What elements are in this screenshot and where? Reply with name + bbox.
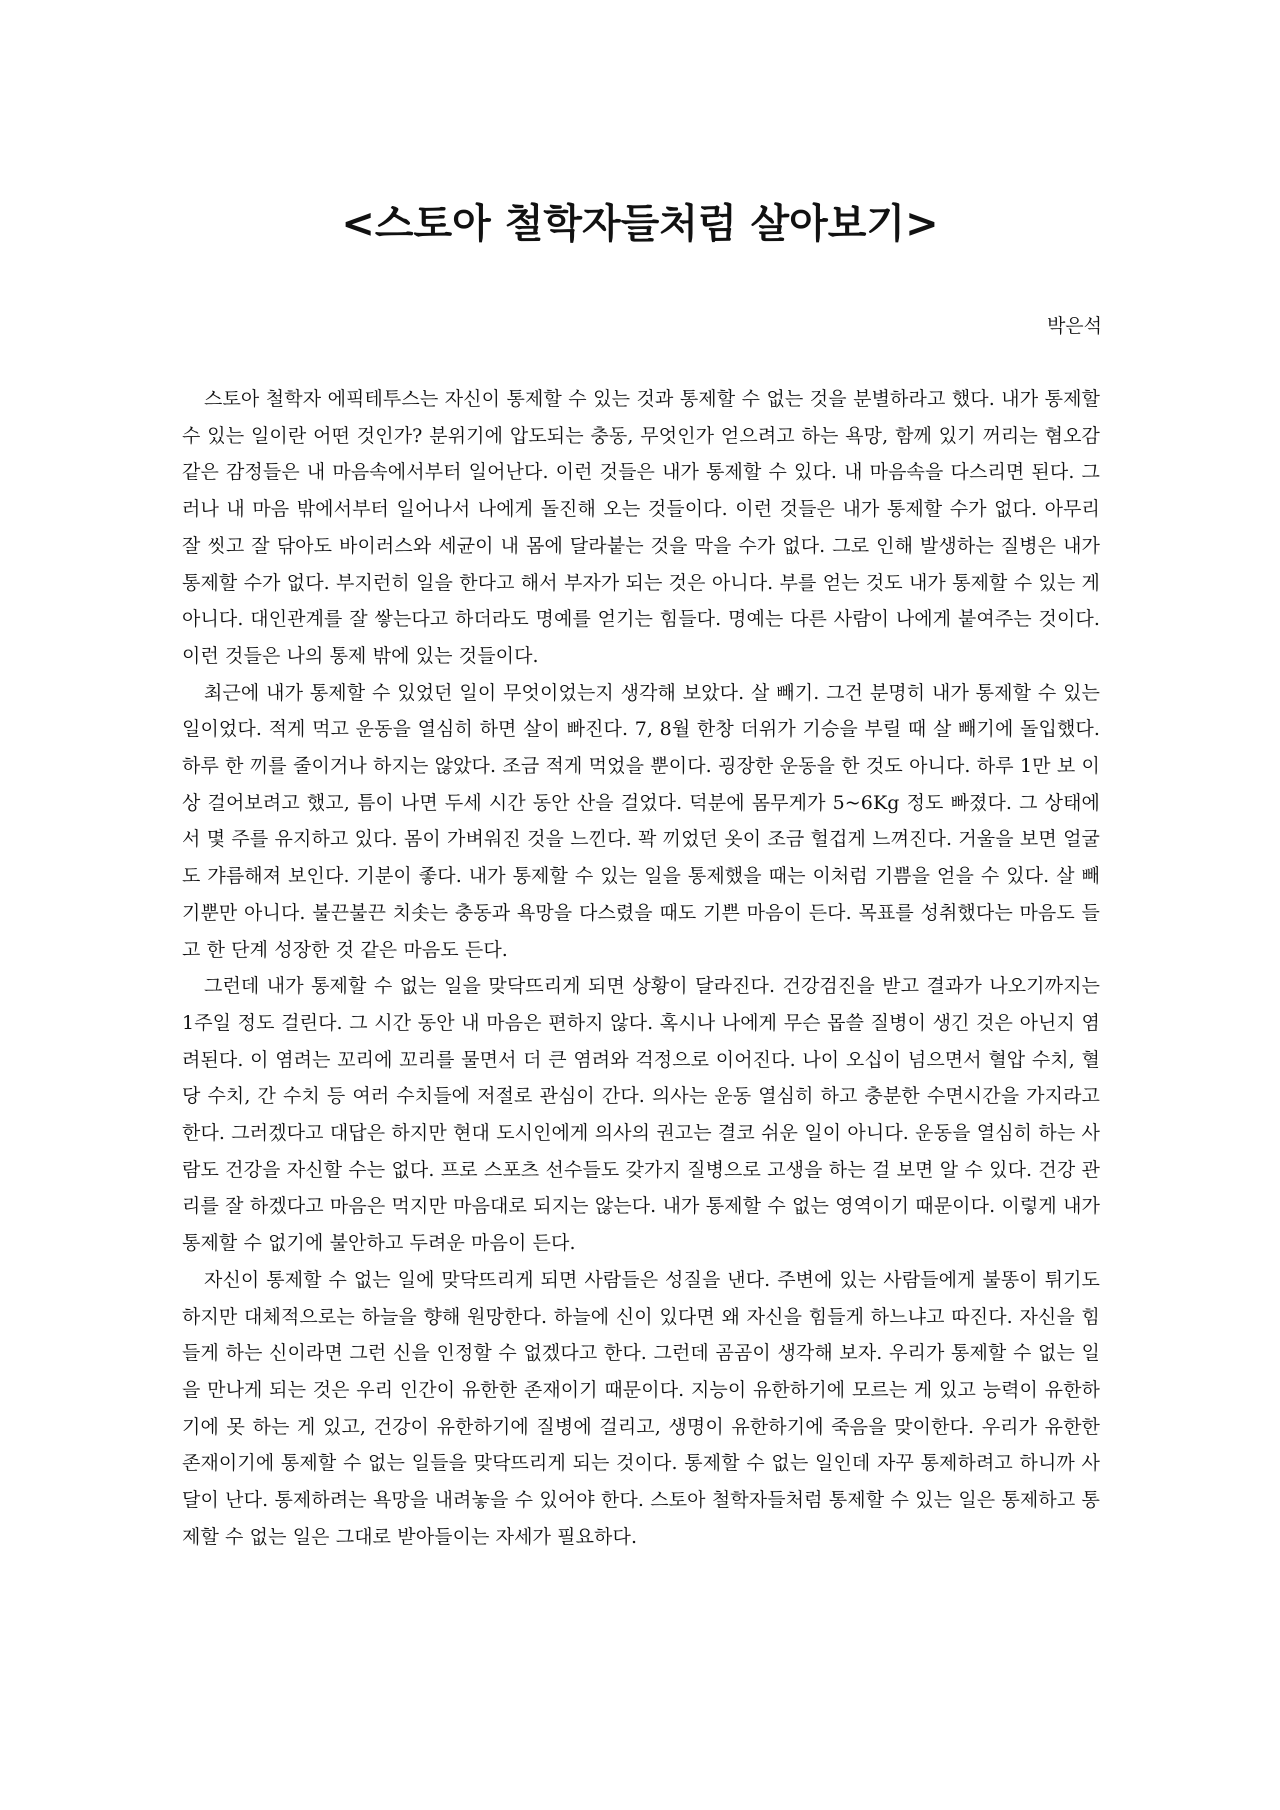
document-body — [182, 381, 1100, 1556]
author-name: 박은석 — [1046, 315, 1102, 337]
paragraph-2: 최근에 내가 통제할 수 있었던 일이 무엇이었는지 생각해 보았다. 살 빼기. 그건 분명히 내가 통제할 수 있는 일이었다. 적게 먹고 운동을 열심히 하면 살이 빠진다. 7, 8월 한창 더위가 기승을 부릴 때 살 빼기에 돌입했다. 하루 한 끼를 줄이거나 하지는 않았다. 조금 적게 먹었을 뿐이다. 굉장한 운동을 한 것도 아니다. 하루 1만 보 이상 걸어보려고 했고, 틈이 나면 두세 시간 동안 산을 걸었다. 덕분에 몸무게가 5~6Kg 정도 빠졌다. 그 상태에서 몇 주를 유지하고 있다. 몸이 가벼워진 것을 느낀다. 꽉 끼었던 옷이 조금 헐겁게 느껴진다. 거울을 보면 얼굴도 갸름해져 보인다. 기분이 좋다. 내가 통제할 수 있는 일을 통제했을 때는 이처럼 기쁨을 얻을 수 있다. 살 빼기뿐만 아니다. 불끈불끈 치솟는 충동과 욕망을 다스렸을 때도 기쁜 마음이 든다. 목표를 성취했다는 마음도 들고 한 단계 성장한 것 같은 마음도 든다. — [182, 681, 1100, 961]
paragraph-1: 스토아 철학자 에픽테투스는 자신이 통제할 수 있는 것과 통제할 수 없는 것을 분별하라고 했다. 내가 통제할 수 있는 일이란 어떤 것인가? 분위기에 압도되는 충동, 무엇인가 얻으려고 하는 욕망, 함께 있기 꺼리는 혐오감 같은 감정들은 내 마음속에서부터 일어난다. 이런 것들은 내가 통제할 수 있다. 내 마음속을 다스리면 된다. 그러나 내 마음 밖에서부터 일어나서 나에게 돌진해 오는 것들이다. 이런 것들은 내가 통제할 수가 없다. 아무리 잘 씻고 잘 닦아도 바이러스와 세균이 내 몸에 달라붙는 것을 막을 수가 없다. 그로 인해 발생하는 질병은 내가 통제할 수가 없다. 부지런히 일을 한다고 해서 부자가 되는 것은 아니다. 부를 얻는 것도 내가 통제할 수 있는 게 아니다. 대인관계를 잘 쌓는다고 하더라도 명예를 얻기는 힘들다. 명예는 다른 사람이 나에게 붙여주는 것이다. 이런 것들은 나의 통제 밖에 있는 것들이다. — [182, 388, 1100, 667]
paragraph-4: 자신이 통제할 수 없는 일에 맞닥뜨리게 되면 사람들은 성질을 낸다. 주변에 있는 사람들에게 불똥이 튀기도 하지만 대체적으로는 하늘을 향해 원망한다. 하늘에 신이 있다면 왜 자신을 힘들게 하느냐고 따진다. 자신을 힘들게 하는 신이라면 그런 신을 인정할 수 없겠다고 한다. 그런데 곰곰이 생각해 보자. 우리가 통제할 수 없는 일을 만나게 되는 것은 우리 인간이 유한한 존재이기 때문이다. 지능이 유한하기에 모르는 게 있고 능력이 유한하기에 못 하는 게 있고, 건강이 유한하기에 질병에 걸리고, 생명이 유한하기에 죽음을 맞이한다. 우리가 유한한 존재이기에 통제할 수 없는 일들을 맞닥뜨리게 되는 것이다. 통제할 수 없는 일인데 자꾸 통제하려고 하니까 사달이 난다. 통제하려는 욕망을 내려놓을 수 있어야 한다. 스토아 철학자들처럼 통제할 수 있는 일은 통제하고 통제할 수 없는 일은 그대로 받아들이는 자세가 필요하다. — [182, 1268, 1100, 1548]
paragraph-3: 그런데 내가 통제할 수 없는 일을 맞닥뜨리게 되면 상황이 달라진다. 건강검진을 받고 결과가 나오기까지는 1주일 정도 걸린다. 그 시간 동안 내 마음은 편하지 않다. 혹시나 나에게 무슨 몹쓸 질병이 생긴 것은 아닌지 염려된다. 이 염려는 꼬리에 꼬리를 물면서 더 큰 염려와 걱정으로 이어진다. 나이 오십이 넘으면서 혈압 수치, 혈당 수치, 간 수치 등 여러 수치들에 저절로 관심이 간다. 의사는 운동 열심히 하고 충분한 수면시간을 가지라고 한다. 그러겠다고 대답은 하지만 현대 도시인에게 의사의 권고는 결코 쉬운 일이 아니다. 운동을 열심히 하는 사람도 건강을 자신할 수는 없다. 프로 스포츠 선수들도 갖가지 질병으로 고생을 하는 걸 보면 알 수 있다. 건강 관리를 잘 하겠다고 마음은 먹지만 마음대로 되지는 않는다. 내가 통제할 수 없는 영역이기 때문이다. 이렇게 내가 통제할 수 없기에 불안하고 두려운 마음이 든다. — [182, 975, 1100, 1255]
document-title: <스토아 철학자들처럼 살아보기> — [341, 201, 939, 247]
